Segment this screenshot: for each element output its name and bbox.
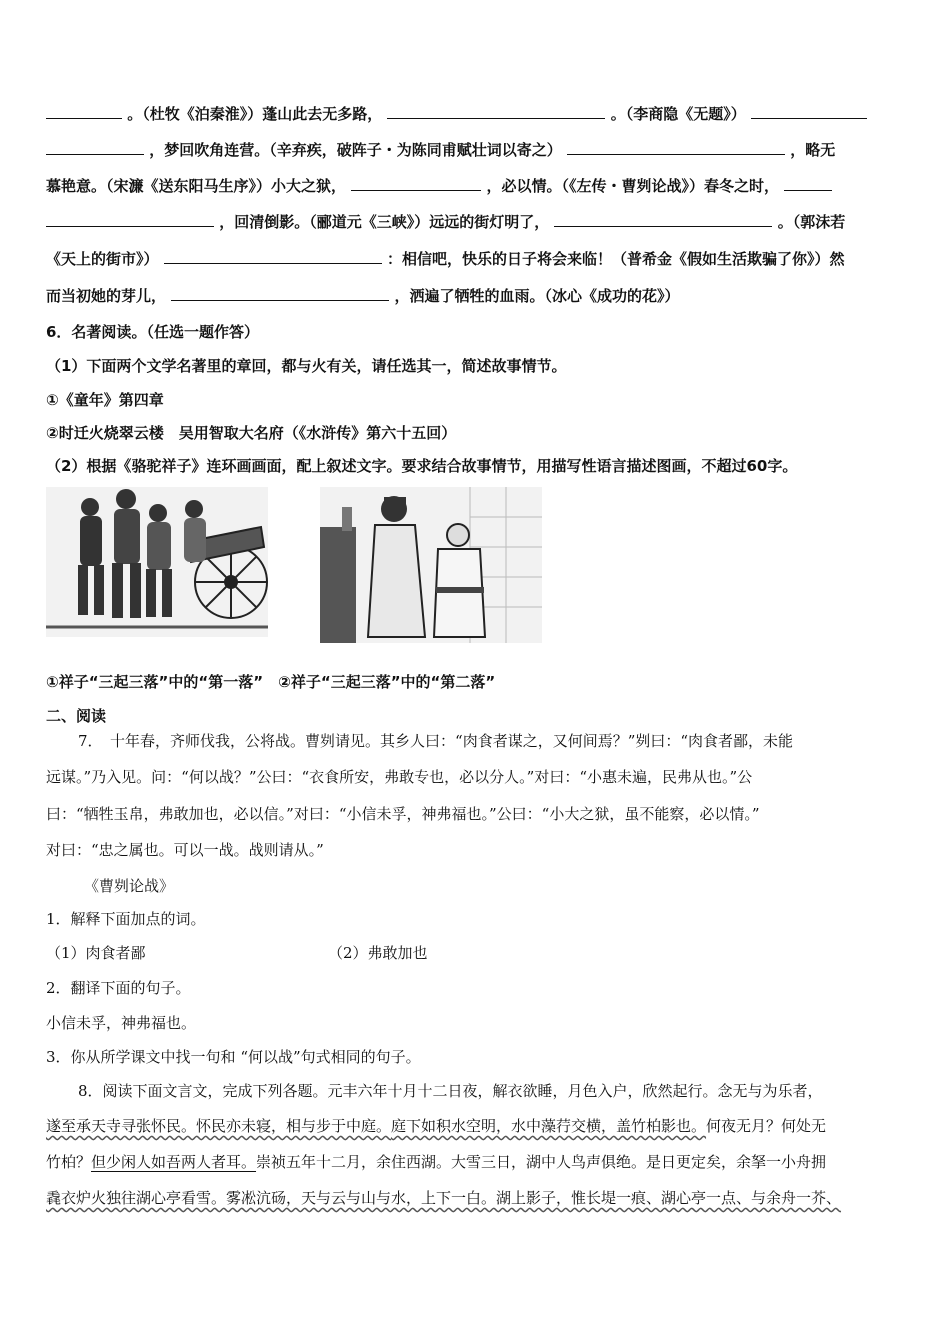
q7-passage-line-4: 对曰：“忠之属也。可以一战。战则请从。” xyxy=(46,841,324,859)
comic-panel-first-fall xyxy=(46,487,268,637)
blank[interactable] xyxy=(784,176,832,191)
q8-line-4: 毳衣炉火独往湖心亭看雪。雾凇沆砀，天与云与山与水，上下一白。湖上影子，惟长堤一痕、湖心亭一点、与余舟一芥、 xyxy=(46,1189,842,1207)
comic-panel-second-fall xyxy=(320,487,542,643)
sub-question-2: 2．翻译下面的句子。 xyxy=(46,979,191,997)
blank[interactable] xyxy=(46,104,122,119)
blank[interactable] xyxy=(46,140,144,155)
underlined-sentence: 但少闲人如吾两人者耳。 xyxy=(91,1153,257,1171)
sub-question-1: 1．解释下面加点的词。 xyxy=(46,910,206,928)
passage-source: 《曹刿论战》 xyxy=(84,877,175,895)
q8-line-2: 遂至承天寺寻张怀民。怀民亦未寝，相与步于中庭。庭下如积水空明，水中藻荇交横，盖竹柏影也。何夜无月？何处无 xyxy=(46,1117,827,1135)
blank[interactable] xyxy=(46,212,214,227)
fill-line-4: ，回清倒影。（郦道元《三峡》）远远的街灯明了， 。（郭沫若 xyxy=(46,212,845,232)
blank[interactable] xyxy=(387,104,605,119)
blank[interactable] xyxy=(751,104,867,119)
fill-line-5: 《天上的街市》） ：相信吧，快乐的日子将会来临！（普希金《假如生活欺骗了你》）然 xyxy=(46,250,845,268)
fill-line-1: 。（杜牧《泊秦淮》）蓬山此去无多路， 。（李商隐《无题》） xyxy=(46,104,867,124)
fill-line-2: ，梦回吹角连营。（辛弃疾，破阵子・为陈同甫赋壮词以寄之） ，略无 xyxy=(46,140,835,160)
q7-passage-line-2: 远谋。”乃入见。问：“何以战？”公曰：“衣食所安，弗敢专也，必以分人。”对曰：“小惠未遍，民弗从也。”公 xyxy=(46,768,753,786)
q6-part1: （1）下面两个文学名著里的章回，都与火有关，请任选其一，简述故事情节。 xyxy=(46,357,567,375)
q6-option-1: ①《童年》第四章 xyxy=(46,391,164,409)
q7-passage-line-1: 7． 十年春，齐师伐我，公将战。曹刿请见。其乡人曰：“肉食者谋之，又何间焉？”刿曰：“肉食者鄙，未能 xyxy=(78,732,794,750)
sub-question-2a: 小信未孚，神弗福也。 xyxy=(46,1014,197,1032)
wavy-underlined-sentence: 庭下如积水空明，水中藻荇交横，盖竹柏影也。 xyxy=(391,1117,707,1135)
q8-line-1: 8．阅读下面文言文，完成下列各题。元丰六年十月十二日夜，解衣欲睡，月色入户，欣然起行。念无与为乐者， xyxy=(78,1082,823,1100)
fill-line-6: 而当初她的芽儿， ，洒遍了牺牲的血雨。（冰心《成功的花》） xyxy=(46,287,680,305)
blank[interactable] xyxy=(164,249,382,264)
q6-part2: （2）根据《骆驼祥子》连环画画面，配上叙述文字。要求结合故事情节，用描写性语言描述图画，不超过60字。 xyxy=(46,457,798,475)
q8-line-3: 竹柏？但少闲人如吾两人者耳。崇祯五年十二月，余住西湖。大雪三日，湖中人鸟声俱绝。是日更定矣，余拏一小舟拥 xyxy=(46,1153,827,1171)
comic-captions: ①祥子“三起三落”中的“第一落” ②祥子“三起三落”中的“第二落” xyxy=(46,673,496,691)
sub-question-1a: （1）肉食者鄙 xyxy=(46,944,146,962)
section-2-title: 二、阅读 xyxy=(46,707,107,725)
blank[interactable] xyxy=(554,212,772,227)
q6-title: 6．名著阅读。（任选一题作答） xyxy=(46,323,259,341)
q6-option-2: ②时迁火烧翠云楼 吴用智取大名府（《水浒传》第六十五回） xyxy=(46,424,457,442)
sub-question-3: 3．你从所学课文中找一句和 “何以战”句式相同的句子。 xyxy=(46,1048,421,1066)
q7-passage-line-3: 曰：“牺牲玉帛，弗敢加也，必以信。”对曰：“小信未孚，神弗福也。”公曰：“小大之狱，虽不能察，必以情。” xyxy=(46,805,760,823)
sub-question-1b: （2）弗敢加也 xyxy=(328,944,428,962)
blank[interactable] xyxy=(171,286,389,301)
fill-line-3: 慕艳意。（宋濂《送东阳马生序》）小大之狱， ，必以情。（《左传・曹刿论战》）春冬之时， xyxy=(46,176,832,196)
blank[interactable] xyxy=(567,140,785,155)
blank[interactable] xyxy=(351,176,481,191)
